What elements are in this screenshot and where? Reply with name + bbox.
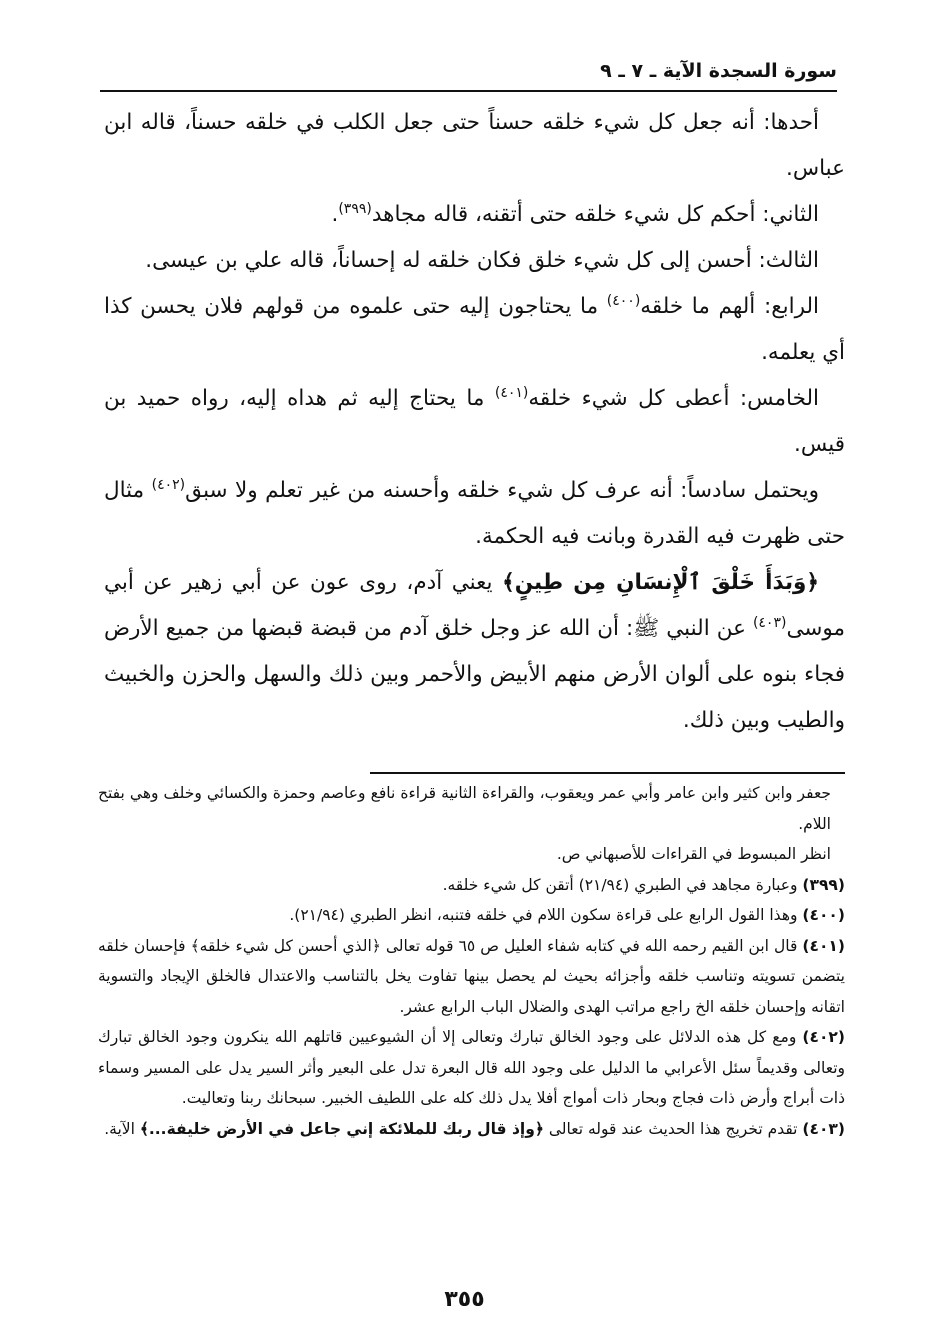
paragraph-end: .: [331, 202, 339, 227]
paragraph-text: مثال حتى ظهرت فيه القدرة وبانت فيه الحكمة.: [104, 478, 845, 549]
paragraph-sixth-opinion: [104, 468, 845, 560]
paragraph-text: أحدها: أنه جعل كل شيء خلقه حسناً حتى جعل الكلب في خلقه حسناً، قاله ابن عباس.: [104, 110, 845, 181]
footnote-ref-403[interactable]: (٤٠٣): [752, 614, 787, 631]
paragraph-text: يعني آدم، روى عون عن أبي زهير عن أبي موسى: [104, 570, 845, 641]
footnote-401: [98, 931, 845, 1023]
footnote-ref-400[interactable]: (٤٠٠): [606, 292, 641, 309]
footnotes: [98, 778, 845, 1144]
paragraph-text: الرابع: ألهم ما خلقه: [640, 294, 819, 319]
footnote-403: [98, 1114, 845, 1145]
footnote-number: (٤٠١): [802, 936, 845, 955]
paragraph-text: ما يحتاجون إليه حتى علموه من قولهم فلان يحسن كذا أي يعلمه.: [104, 294, 845, 365]
paragraph-third-opinion: [104, 238, 845, 284]
footnote-separator: [370, 772, 845, 774]
quran-verse: ﴿وَبَدَأَ خَلْقَ ٱلْإِنسَانِ مِن طِينٍ﴾: [502, 570, 820, 595]
footnote-ref-401[interactable]: (٤٠١): [494, 384, 529, 401]
paragraph-text: ما يحتاج إليه ثم هداه إليه، رواه حميد بن قيس.: [104, 386, 845, 457]
footnote-continuation-ref: انظر المبسوط في القراءات للأصبهاني ص.: [556, 845, 831, 863]
running-header: سورة السجدة الآية ـ ٧ ـ ٩: [600, 60, 837, 82]
main-text: [104, 100, 845, 744]
paragraph-verse-commentary: [104, 560, 845, 744]
paragraph-fourth-opinion: [104, 284, 845, 376]
footnote-number: (٣٩٩): [802, 875, 845, 894]
footnote-text: ومع كل هذه الدلائل على وجود الخالق تبارك وتعالى إلا أن الشيوعيين قاتلهم الله ينكرون وجود الخالق تبارك وتعالى وقديماً سئل الأعرابي ما الدليل على وجود الله قال البعرة تدل على البعير وأثر السير يدل على المسير وسماء ذات أبراج وأرض ذات فجاج وبحار ذات أمواج أفلا يدل ذلك كله على اللطيف الخبير. سبحانك ربنا وتعاليت.: [98, 1028, 845, 1107]
footnote-399: [98, 870, 845, 901]
paragraph-text: الثالث: أحسن إلى كل شيء خلق فكان خلقه له إحساناً، قاله علي بن عيسى.: [145, 248, 819, 273]
paragraph-fifth-opinion: [104, 376, 845, 468]
footnote-402: [98, 1022, 845, 1114]
paragraph-text: الثاني: أحكم كل شيء خلقه حتى أتقنه، قاله مجاهد: [371, 202, 819, 227]
paragraph-text: عن النبي ﷺ: أن الله عز وجل خلق آدم من قبضة قبضها من جميع الأرض فجاء بنوه على ألوان الأرض منهم الأبيض والأحمر وبين ذلك والسهل والحزن والخبيث والطيب وبين ذلك.: [104, 616, 845, 733]
footnote-text: قال ابن القيم رحمه الله في كتابه شفاء العليل ص ٦٥ قوله تعالى ﴿الذي أحسن كل شيء خلقه﴾ فإحسان خلقه يتضمن تسويته وتناسب خلقه وأجزائه بحيث لم يحصل بينها تفاوت يخل بالتناسب والاعتدال فالخلق الإيجاد والتسوية اتقانه وإحسان خلقه الخ راجع مراتب الهدى والضلال الباب الرابع عشر.: [98, 936, 845, 1016]
footnote-text: وعبارة مجاهد في الطبري (٢١/٩٤) أتقن كل شيء خلقه.: [442, 875, 803, 894]
footnote-continuation: جعفر وابن كثير وابن عامر وأبي عمر ويعقوب، والقراءة الثانية قراءة نافع وعاصم وحمزة والكسائي وخلف وهي بفتح اللام.: [98, 784, 831, 833]
footnote-text-end: الآية.: [104, 1119, 140, 1138]
footnote-text: تقدم تخريج هذا الحديث عند قوله تعالى: [543, 1119, 803, 1138]
paragraph-second-opinion: [104, 192, 845, 238]
footnote-text: وهذا القول الرابع على قراءة سكون اللام في خلقه فتنبه، انظر الطبري (٢١/٩٤).: [289, 906, 803, 924]
footnote-number: (٤٠٢): [802, 1028, 845, 1046]
footnote-ref-402[interactable]: (٤٠٢): [151, 476, 186, 493]
footnote-quran-verse: ﴿وإذ قال ربك للملائكة إني جاعل في الأرض خليفة...﴾: [139, 1119, 544, 1138]
paragraph-text: ويحتمل سادساً: أنه عرف كل شيء خلقه وأحسنه من غير تعلم ولا سبق: [185, 478, 820, 503]
page-number: ٣٥٥: [444, 1287, 485, 1312]
header-rule: [100, 90, 837, 92]
footnote-number: (٤٠٣): [802, 1119, 845, 1138]
footnote-400: [98, 900, 845, 931]
paragraph-text: الخامس: أعطى كل شيء خلقه: [528, 386, 819, 411]
footnote-number: (٤٠٠): [802, 906, 845, 924]
paragraph-first-opinion: [104, 100, 845, 192]
footnote-ref-399[interactable]: (٣٩٩): [338, 200, 372, 217]
